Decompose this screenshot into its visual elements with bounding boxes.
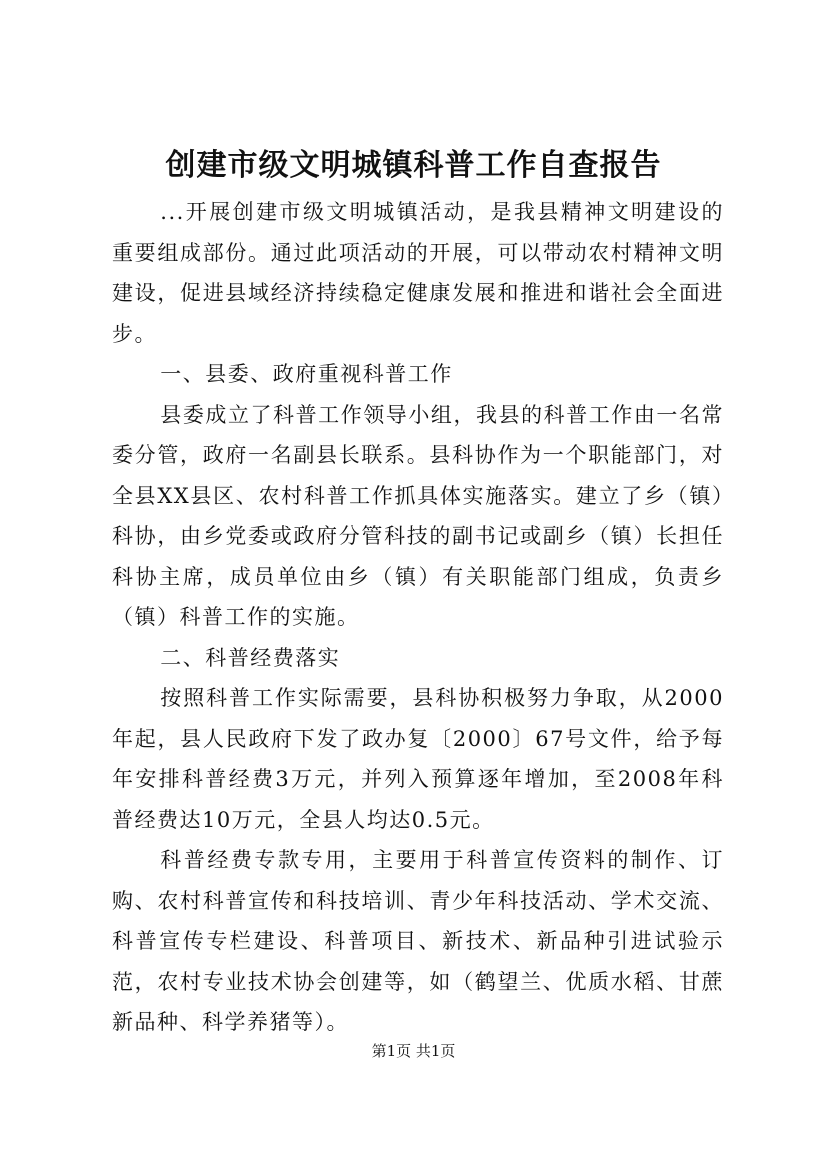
section-heading-1: 一、县委、政府重视科普工作	[160, 362, 453, 386]
page-footer: 第1页 共1页	[371, 1042, 456, 1060]
paragraph-section-1: 县委成立了科普工作领导小组，我县的科普工作由一名常委分管，政府一名副县长联系。县科协作为一个职能部门，对全县XX县区、农村科普工作抓具体实施落实。建立了乡（镇）科协，由乡党委或政府分管科技的副书记或副乡（镇）长担任科协主席，成员单位由乡（镇）有关职能部门组成，负责乡（镇）科普工作的实施。	[112, 402, 724, 629]
section-heading-2: 二、科普经费落实	[160, 645, 341, 670]
document-title: 创建市级文明城镇科普工作自查报告	[165, 148, 662, 183]
paragraph-section-2b: 科普经费专款专用，主要用于科普宣传资料的制作、订购、农村科普宣传和科技培训、青少年科技活动、学术交流、科普宣传专栏建设、科普项目、新技术、新品种引进试验示范，农村专业技术协会创建等，如（鹤望兰、优质水稻、甘蔗新品种、科学养猪等）。	[112, 848, 724, 1034]
paragraph-section-2a: 按照科普工作实际需要，县科协积极努力争取，从2000年起，县人民政府下发了政办复〔2000〕67号文件，给予每年安排科普经费3万元，并列入预算逐年增加，至2008年科普经费达10万元，全县人均达0.5元。	[112, 686, 724, 832]
paragraph-intro: ...开展创建市级文明城镇活动，是我县精神文明建设的重要组成部份。通过此项活动的开展，可以带动农村精神文明建设，促进县域经济持续稳定健康发展和推进和谐社会全面进步。	[112, 200, 724, 346]
document-body	[112, 192, 724, 1043]
